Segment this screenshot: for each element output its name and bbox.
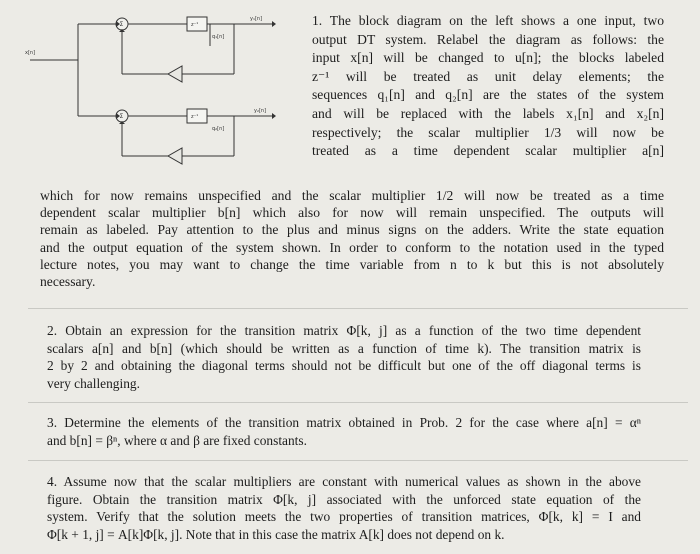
text-line: very challenging.	[47, 375, 140, 391]
text-line: system. Verify that the solution meets the two properties of transition matrices, Φ[k, k] = I and	[47, 509, 641, 525]
state-top-label: q₁[n]	[212, 34, 225, 40]
text-line: Φ[k + 1, j] = A[k]Φ[k, j]. Note that in this case the matrix A[k] does not depend on k.	[47, 526, 505, 542]
text-line: and the output equation of the system shown. In order to conform to the notation used in the typed	[40, 239, 664, 255]
delay-top-label: z⁻¹	[191, 22, 199, 28]
text-line: input x[n] will be changed to u[n]; the blocks labeled	[312, 50, 664, 66]
diagram-input-label: x[n]	[25, 50, 36, 56]
delay-bottom-label: z⁻¹	[191, 114, 199, 120]
state-bottom-label: q₂[n]	[212, 126, 225, 132]
text-line: treated as a time dependent scalar multiplier a[n]	[312, 143, 664, 159]
text-line: necessary.	[40, 274, 96, 290]
output-bottom-label: y₂[n]	[254, 108, 267, 114]
block-diagram	[22, 6, 307, 174]
text-line: figure. Obtain the transition matrix Φ[k, j] associated with the unforced state equation of the	[47, 491, 641, 507]
text-line: respectively; the scalar multiplier 1/3 will now be	[312, 124, 664, 140]
adder-top-label: Σ	[119, 21, 124, 28]
text-line: output DT system. Relabel the diagram as follows: the	[312, 31, 664, 47]
text-line: lecture notes, you may want to change the time variable from n to k but this is not absolutely	[40, 256, 664, 272]
problem-1-side-text	[312, 12, 664, 161]
divider	[28, 402, 688, 403]
gain-bottom	[168, 148, 182, 164]
problem-2-text	[47, 322, 641, 392]
text-line: 2. Obtain an expression for the transition matrix Φ[k, j] as a function of the two time dependent	[47, 323, 641, 338]
text-line: z⁻¹ will be treated as unit delay elements; the	[312, 68, 664, 84]
text-line: 1. The block diagram on the left shows a one input, two	[312, 13, 664, 28]
text-line: scalars a[n] and b[n] (which should be written as a function of time k). The transition matrix is	[47, 340, 641, 356]
text-line: sequences q₁[n] and q₂[n] are the states of the system	[312, 87, 664, 103]
text-line: 2 by 2 and obtaining the diagonal terms should not be difficult but one of the off diagonal terms is	[47, 358, 641, 374]
text-line: 3. Determine the elements of the transition matrix obtained in Prob. 2 for the case where a[n] = αⁿ	[47, 415, 641, 430]
text-line: remain as labeled. Pay attention to the plus and minus signs on the adders. Write the state equation	[40, 222, 664, 238]
text-line: dependent scalar multiplier b[n] which also for now will remain unspecified. The outputs will	[40, 205, 664, 221]
text-line: and will be replaced with the labels x₁[n] and x₂[n]	[312, 105, 664, 121]
gain-top	[168, 66, 182, 82]
problem-3-text	[47, 414, 641, 449]
divider	[28, 308, 688, 309]
divider	[28, 460, 688, 461]
text-line: 4. Assume now that the scalar multipliers are constant with numerical values as shown in the above	[47, 474, 641, 489]
problem-4-text	[47, 473, 641, 543]
text-line: and b[n] = βⁿ, where α and β are fixed constants.	[47, 432, 307, 448]
output-top-label: y₁[n]	[250, 16, 263, 22]
text-line: which for now remains unspecified and the scalar multiplier 1/2 will now be treated as a time	[40, 188, 664, 203]
adder-bottom-label: Σ	[119, 113, 124, 120]
problem-1-full-text	[40, 187, 664, 290]
